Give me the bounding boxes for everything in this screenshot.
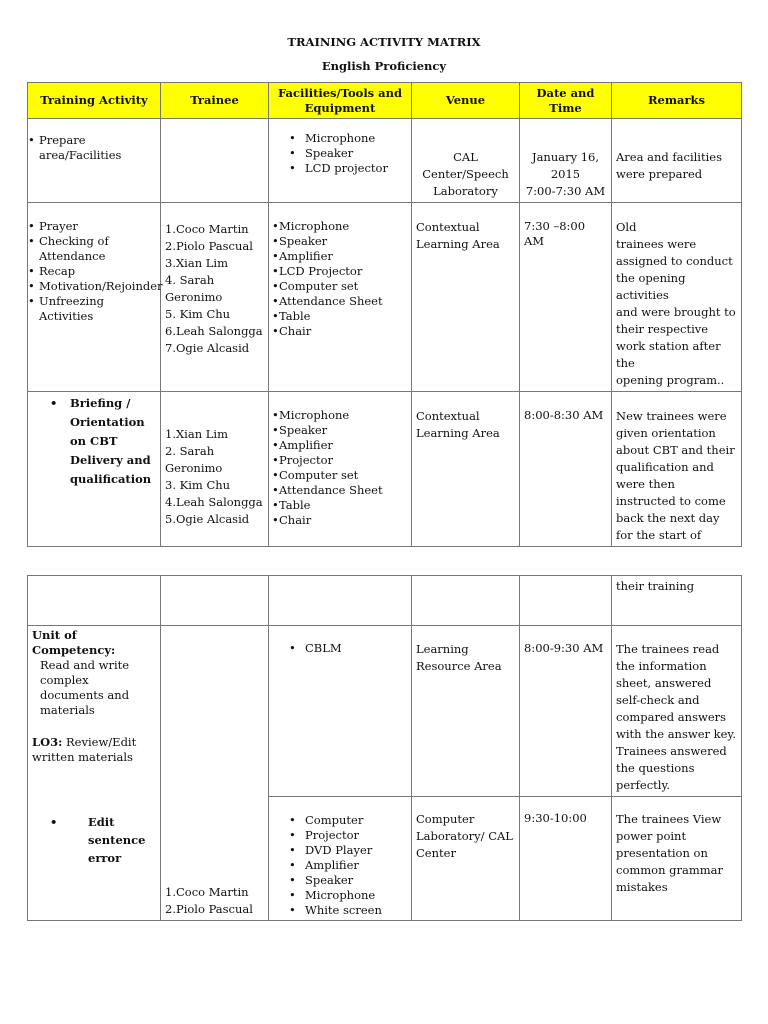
list-item: • Microphone — [273, 219, 407, 234]
unit-of-competency-label: Unit of Competency: — [32, 628, 116, 657]
list-item: • DVD Player — [273, 843, 407, 858]
venue-cell — [412, 576, 520, 626]
list-item: • Amplifier — [273, 858, 407, 873]
facilities-cell — [269, 203, 412, 392]
list-item: • Chair — [273, 513, 407, 528]
list-item: • Attendance Sheet — [273, 483, 407, 498]
trainee-name: 4.Leah Salongga — [165, 495, 263, 509]
trainee-name: 2.Piolo Pascual — [165, 902, 253, 916]
trainee-name: 1.Xian Lim — [165, 427, 228, 441]
remarks-cell: The trainees read the information sheet, answered self-check and compared answers with the answer key. Trainees answered the questions perfectly. — [612, 626, 742, 797]
date-cell — [520, 119, 612, 203]
list-item: • Chair — [273, 324, 407, 339]
trainee-name: 6.Leah Salongga — [165, 324, 263, 338]
activity-cell — [28, 119, 161, 203]
list-item: • Unfreezing Activities — [32, 294, 156, 324]
list-item: • CBLM — [273, 641, 407, 656]
list-item: • White screen — [273, 903, 407, 918]
list-item: • Projector — [273, 828, 407, 843]
trainee-name: 7.Ogie Alcasid — [165, 341, 250, 355]
list-item: • Computer — [273, 813, 407, 828]
trainee-name: Geronimo — [165, 461, 223, 475]
activity-table-2 — [27, 575, 742, 921]
trainee-name: 4. Sarah — [165, 273, 215, 287]
list-item: • Prepare area/Facilities — [32, 133, 156, 163]
remarks-line: work station after the — [616, 339, 721, 370]
list-item: • Microphone — [273, 888, 407, 903]
activity-cell — [28, 576, 161, 626]
remarks-line: assigned to conduct — [616, 254, 733, 268]
page-title: TRAINING ACTIVITY MATRIX — [287, 35, 481, 49]
lo-label: LO3: — [32, 735, 63, 749]
trainee-name: 3.Xian Lim — [165, 256, 228, 270]
remarks-cell — [612, 203, 742, 392]
list-item: • Table — [273, 309, 407, 324]
date-line: 2015 — [550, 167, 581, 181]
venue-cell: Computer Laboratory/ CAL Center — [412, 797, 520, 921]
list-item: • Attendance Sheet — [273, 294, 407, 309]
table-row — [28, 203, 742, 392]
trainee-name: 5.Ogie Alcasid — [165, 512, 250, 526]
list-item: • Motivation/Rejoinder — [32, 279, 156, 294]
facilities-cell — [269, 392, 412, 547]
learning-outcome — [32, 735, 156, 765]
header-date-time: Date and Time — [520, 83, 612, 119]
list-item: • Speaker — [273, 146, 407, 161]
header-facilities: Facilities/Tools and Equipment — [269, 83, 412, 119]
remarks-cell: The trainees View power point presentation on common grammar mistakes — [612, 797, 742, 921]
activity-cell — [28, 203, 161, 392]
date-cell: 9:30-10:00 — [520, 797, 612, 921]
table-row — [28, 392, 742, 547]
remarks-line: the opening activities — [616, 271, 686, 302]
date-line: January 16, — [531, 150, 600, 164]
trainee-name: 5. Kim Chu — [165, 307, 231, 321]
list-item: • Computer set — [273, 279, 407, 294]
list-item: • Amplifier — [273, 438, 407, 453]
trainee-cell — [161, 392, 269, 547]
table-row — [28, 626, 742, 797]
remarks-line: opening program.. — [616, 373, 725, 387]
activity-cell — [28, 626, 161, 921]
facilities-cell — [269, 119, 412, 203]
list-item: • Checking of Attendance — [32, 234, 156, 264]
trainee-name: 2.Piolo Pascual — [165, 239, 253, 253]
header-remarks: Remarks — [612, 83, 742, 119]
remarks-line: Old — [616, 220, 637, 234]
remarks-line: trainees were — [616, 237, 697, 251]
activity-table-1 — [27, 82, 742, 547]
facilities-cell — [269, 626, 412, 797]
date-cell: 7:30 –8:00 AM — [520, 203, 612, 392]
table-row — [28, 576, 742, 626]
header-venue: Venue — [412, 83, 520, 119]
list-item: • Computer set — [273, 468, 407, 483]
date-cell: 8:00-9:30 AM — [520, 626, 612, 797]
trainee-cell — [161, 626, 269, 921]
list-item: • Projector — [273, 453, 407, 468]
date-cell — [520, 576, 612, 626]
page-subtitle: English Proficiency — [321, 59, 447, 73]
header-trainee: Trainee — [161, 83, 269, 119]
remarks-cell: New trainees were given orientation about CBT and their qualification and were then instructed to come back the next day for the start of — [612, 392, 742, 547]
date-line: 7:00-7:30 AM — [525, 184, 606, 198]
list-item: • LCD Projector — [273, 264, 407, 279]
venue-cell: Contextual Learning Area — [412, 392, 520, 547]
list-item: • LCD projector — [273, 161, 407, 176]
venue-cell: CAL Center/Speech Laboratory — [412, 119, 520, 203]
list-item: • Recap — [32, 264, 156, 279]
facilities-cell — [269, 576, 412, 626]
briefing-activity: • Briefing / Orientation on CBT Delivery and qualification — [32, 394, 156, 489]
list-item: • Prayer — [32, 219, 156, 234]
list-item: • Speaker — [273, 423, 407, 438]
list-item: • Table — [273, 498, 407, 513]
date-cell: 8:00-8:30 AM — [520, 392, 612, 547]
trainee-cell — [161, 203, 269, 392]
trainee-name: 3. Kim Chu — [165, 478, 231, 492]
header-training-activity: Training Activity — [28, 83, 161, 119]
trainee-cell — [161, 119, 269, 203]
trainee-name: 1.Coco Martin — [165, 222, 249, 236]
activity-cell — [28, 392, 161, 547]
remarks-cell: Area and facilities were prepared — [612, 119, 742, 203]
remarks-line: and were brought to — [616, 305, 736, 319]
trainee-cell — [161, 576, 269, 626]
lo-text: Review/Edit written materials — [32, 735, 137, 764]
edit-sentence-activity: • Edit sentence error — [32, 813, 156, 867]
facilities-cell — [269, 797, 412, 921]
remarks-line: their respective — [616, 322, 709, 336]
unit-of-competency-text: Read and write complex documents and materials — [40, 658, 130, 717]
venue-cell: Contextual Learning Area — [412, 203, 520, 392]
list-item: • Microphone — [273, 131, 407, 146]
trainee-name: 2. Sarah — [165, 444, 215, 458]
list-item: • Speaker — [273, 873, 407, 888]
remarks-cell: their training — [612, 576, 742, 626]
table-row — [28, 119, 742, 203]
trainee-name: Geronimo — [165, 290, 223, 304]
venue-cell: Learning Resource Area — [412, 626, 520, 797]
list-item: • Amplifier — [273, 249, 407, 264]
list-item: • Speaker — [273, 234, 407, 249]
list-item: • Microphone — [273, 408, 407, 423]
trainee-name: 1.Coco Martin — [165, 885, 249, 899]
